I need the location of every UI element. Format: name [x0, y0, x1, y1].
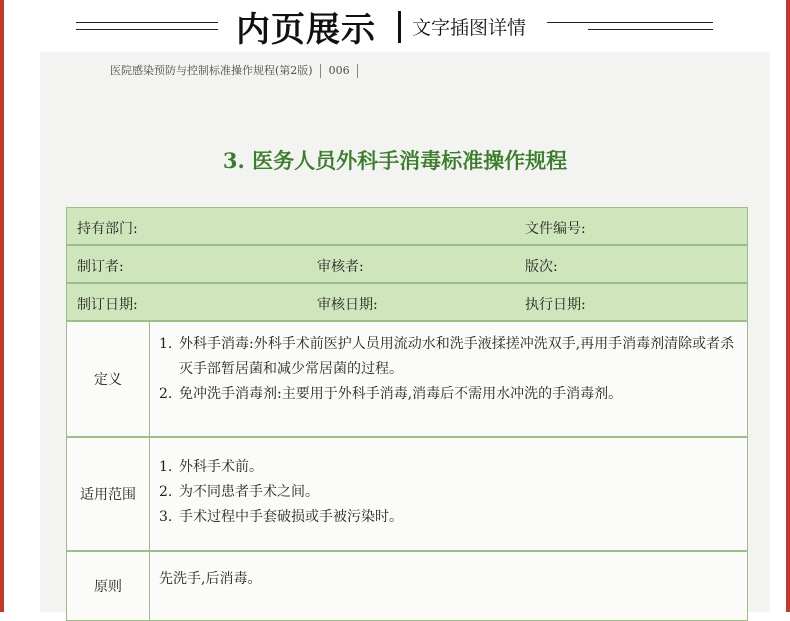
left-frame-border [0, 0, 4, 612]
banner-rule-right-bottom [588, 29, 713, 30]
item-text: 先洗手,后消毒。 [159, 571, 262, 587]
section-scope [66, 437, 748, 551]
item-number: 2. [159, 386, 173, 402]
edition-label: 版次: [525, 259, 558, 275]
section-label: 适用范围 [67, 438, 150, 550]
item-text: 手术过程中手套破损或手被污染时。 [179, 509, 403, 525]
banner-rule-left-bottom [76, 29, 218, 30]
banner-main-title: 内页展示 [236, 10, 376, 50]
list-item [159, 382, 737, 407]
section-definition [66, 321, 748, 437]
item-number: 1. [159, 336, 173, 352]
created-date-label: 制订日期: [77, 297, 138, 313]
item-text: 免冲洗手消毒剂:主要用于外科手消毒,消毒后不需用水冲洗的手消毒剂。 [179, 386, 623, 402]
list-item [159, 567, 737, 592]
effective-date-label: 执行日期: [525, 297, 586, 313]
running-head-divider [320, 64, 321, 78]
item-text: 为不同患者手术之间。 [179, 484, 319, 500]
running-head [110, 62, 362, 78]
list-item [159, 480, 737, 505]
document-number-label: 文件编号: [525, 221, 586, 237]
item-text: 外科手术前。 [179, 459, 263, 475]
section-label: 定义 [67, 322, 150, 436]
holder-department-label: 持有部门: [77, 221, 138, 237]
section-principle [66, 551, 748, 621]
list-item [159, 332, 737, 382]
running-head-divider-end [357, 64, 358, 78]
banner-rule-left-top [76, 22, 218, 23]
header-row-author [66, 245, 748, 283]
page-number: 006 [328, 64, 350, 77]
list-item [159, 455, 737, 480]
document-title: 3. 医务人员外科手消毒标准操作规程 [222, 148, 568, 173]
header-row-department [66, 207, 748, 245]
reviewer-label: 审核者: [317, 259, 364, 275]
section-content [159, 332, 737, 407]
author-label: 制订者: [77, 259, 124, 275]
item-number: 2. [159, 484, 173, 500]
section-content [159, 567, 737, 592]
review-date-label: 审核日期: [317, 297, 378, 313]
item-number: 1. [159, 459, 173, 475]
banner-rule-right-top [547, 22, 713, 23]
section-content [159, 455, 737, 530]
item-text: 外科手消毒:外科手术前医护人员用流动水和洗手液揉搓冲洗双手,再用手消毒剂清除或者杀灭手部暂居菌和减少常居菌的过程。 [179, 336, 735, 377]
list-item [159, 505, 737, 530]
banner-sub-title: 文字插图详情 [412, 17, 527, 39]
header-row-dates [66, 283, 748, 321]
banner [0, 0, 790, 52]
section-label: 原则 [67, 552, 150, 620]
item-number: 3. [159, 509, 173, 525]
banner-separator [398, 11, 401, 43]
right-frame-border [786, 0, 790, 612]
book-title: 医院感染预防与控制标准操作规程(第2版) [110, 64, 313, 77]
